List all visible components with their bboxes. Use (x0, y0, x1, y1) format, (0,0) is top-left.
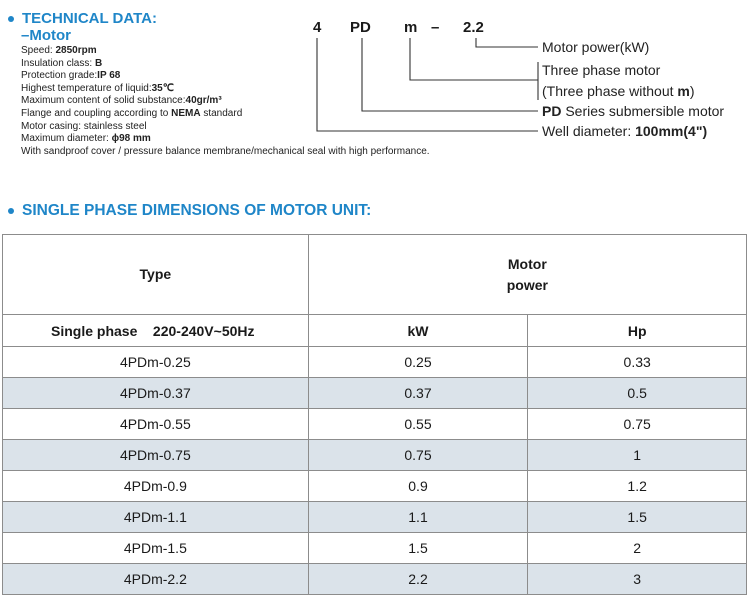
kw-header: kW (308, 315, 528, 347)
model-cell: 4PDm-0.75 (3, 440, 309, 471)
spec-solid-content: Maximum content of solid substance:40gr/m³ (21, 95, 222, 107)
motor-dimensions-table (2, 234, 747, 595)
table-row (3, 564, 747, 595)
phase-voltage-header: Single phase 220-240V~50Hz (3, 315, 309, 347)
code-part-power: 2.2 (463, 19, 484, 36)
spec-speed: Speed: 2850rpm (21, 45, 97, 56)
table-row (3, 378, 747, 409)
technical-data-subtitle: –Motor (21, 27, 71, 44)
type-header: Type (3, 235, 309, 315)
spec-insulation: Insulation class: B (21, 57, 103, 69)
code-part-phase: m (404, 19, 418, 36)
table-row (3, 533, 747, 564)
table-row (3, 502, 747, 533)
code-part-diameter: 4 (313, 19, 322, 36)
model-cell: 4PDm-1.1 (3, 502, 309, 533)
hp-cell: 0.33 (528, 347, 747, 378)
motor-power-header-line1: Motor (507, 255, 547, 272)
spec-protection: Protection grade:IP 68 (21, 70, 121, 82)
table-row (3, 347, 747, 378)
model-cell: 4PDm-0.37 (3, 378, 309, 409)
table-header-row (3, 235, 747, 315)
kw-cell: 1.1 (308, 502, 528, 533)
spec-diameter: Maximum diameter: ϕ98 mm (21, 133, 151, 145)
model-cell: 4PDm-0.9 (3, 471, 309, 502)
kw-cell: 0.25 (308, 347, 528, 378)
kw-cell: 0.55 (308, 409, 528, 440)
motor-power-header (308, 235, 746, 315)
kw-cell: 0.9 (308, 471, 528, 502)
spec-cover: With sandproof cover / pressure balance membrane/mechanical seal with high performance. (21, 145, 430, 157)
hp-header: Hp (528, 315, 747, 347)
single-phase-title: SINGLE PHASE DIMENSIONS OF MOTOR UNIT: (22, 202, 372, 219)
desc-motor-power: Motor power(kW) (542, 39, 650, 55)
kw-cell: 2.2 (308, 564, 528, 595)
model-cell: 4PDm-1.5 (3, 533, 309, 564)
hp-cell: 2 (528, 533, 747, 564)
desc-three-phase-without: (Three phase without m) (542, 83, 695, 99)
spec-casing: Motor casing: stainless steel (21, 120, 147, 132)
kw-cell: 0.75 (308, 440, 528, 471)
table-subheader-row (3, 315, 747, 347)
bullet-dot-icon (8, 208, 14, 214)
single-phase-heading (8, 202, 371, 220)
kw-cell: 1.5 (308, 533, 528, 564)
motor-power-header-line2: power (506, 276, 548, 293)
kw-cell: 0.37 (308, 378, 528, 409)
spec-temperature: Highest temperature of liquid:35℃ (21, 82, 174, 94)
model-cell: 4PDm-0.55 (3, 409, 309, 440)
desc-well-diameter: Well diameter: 100mm(4") (542, 123, 708, 139)
table-row (3, 409, 747, 440)
spec-flange: Flange and coupling according to NEMA standard (21, 107, 243, 119)
code-part-series: PD (350, 19, 371, 36)
desc-three-phase: Three phase motor (542, 62, 661, 78)
code-dash: – (431, 19, 440, 36)
table-row (3, 440, 747, 471)
desc-pd-series: PD Series submersible motor (542, 103, 725, 119)
hp-cell: 1 (528, 440, 747, 471)
hp-cell: 3 (528, 564, 747, 595)
hp-cell: 1.2 (528, 471, 747, 502)
hp-cell: 1.5 (528, 502, 747, 533)
model-cell: 4PDm-0.25 (3, 347, 309, 378)
hp-cell: 0.5 (528, 378, 747, 409)
technical-data-title: TECHNICAL DATA: (22, 10, 157, 27)
hp-cell: 0.75 (528, 409, 747, 440)
table-row (3, 471, 747, 502)
model-cell: 4PDm-2.2 (3, 564, 309, 595)
